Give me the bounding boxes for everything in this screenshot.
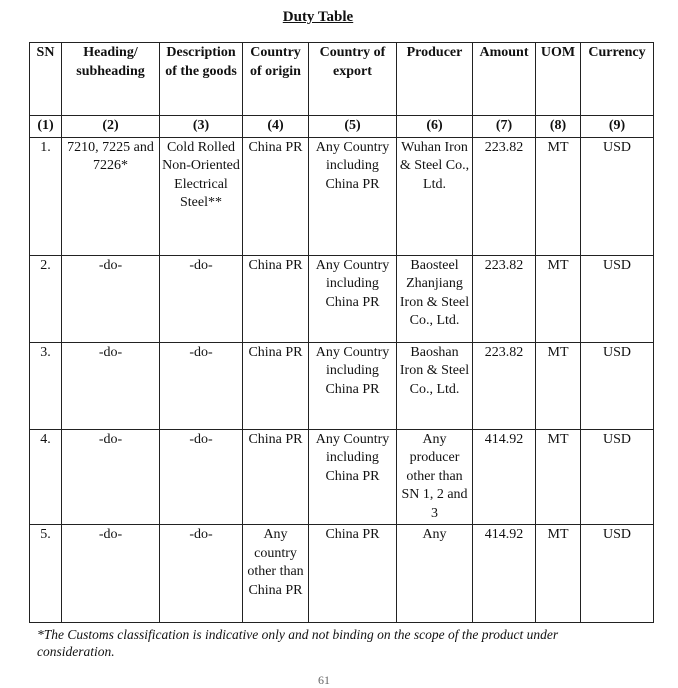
table-cell: China PR <box>243 342 309 429</box>
table-cell: 2. <box>30 255 62 342</box>
table-cell: Baosteel Zhanjiang Iron & Steel Co., Ltd. <box>397 255 473 342</box>
column-header: Heading/ subheading <box>62 43 160 116</box>
table-cell: MT <box>536 342 581 429</box>
table-cell: Any country other than China PR <box>243 525 309 623</box>
table-cell: USD <box>581 255 654 342</box>
page-number: 61 <box>318 673 330 687</box>
table-cell: 1. <box>30 137 62 255</box>
column-number: (3) <box>160 116 243 138</box>
table-cell: China PR <box>243 429 309 525</box>
column-number: (7) <box>473 116 536 138</box>
table-cell: Any producer other than SN 1, 2 and 3 <box>397 429 473 525</box>
table-cell: Any Country including China PR <box>309 342 397 429</box>
column-header: Country of export <box>309 43 397 116</box>
table-cell: Baoshan Iron & Steel Co., Ltd. <box>397 342 473 429</box>
table-cell: 5. <box>30 525 62 623</box>
table-cell: USD <box>581 525 654 623</box>
column-number: (1) <box>30 116 62 138</box>
table-cell: -do- <box>160 525 243 623</box>
column-number: (6) <box>397 116 473 138</box>
table-cell: -do- <box>62 429 160 525</box>
table-cell: 414.92 <box>473 525 536 623</box>
column-header: Producer <box>397 43 473 116</box>
table-cell: China PR <box>243 137 309 255</box>
table-cell: MT <box>536 525 581 623</box>
column-header: Description of the goods <box>160 43 243 116</box>
table-cell: USD <box>581 342 654 429</box>
column-number: (9) <box>581 116 654 138</box>
table-cell: -do- <box>160 429 243 525</box>
table-cell: Any Country including China PR <box>309 429 397 525</box>
column-number: (8) <box>536 116 581 138</box>
column-number: (5) <box>309 116 397 138</box>
table-cell: 3. <box>30 342 62 429</box>
column-header: Currency <box>581 43 654 116</box>
table-cell: China PR <box>309 525 397 623</box>
header-row <box>30 43 654 116</box>
table-cell: -do- <box>62 255 160 342</box>
table-cell: -do- <box>62 342 160 429</box>
column-header: Amount <box>473 43 536 116</box>
table-cell: USD <box>581 429 654 525</box>
table-row <box>30 525 654 623</box>
table-row <box>30 429 654 525</box>
table-cell: 7210, 7225 and 7226* <box>62 137 160 255</box>
table-row <box>30 342 654 429</box>
table-cell: China PR <box>243 255 309 342</box>
table-cell: -do- <box>62 525 160 623</box>
table-cell: -do- <box>160 255 243 342</box>
table-cell: 223.82 <box>473 342 536 429</box>
table-cell: MT <box>536 137 581 255</box>
column-header: SN <box>30 43 62 116</box>
duty-table <box>29 42 654 623</box>
table-row <box>30 255 654 342</box>
table-cell: 223.82 <box>473 255 536 342</box>
table-cell: MT <box>536 429 581 525</box>
table-cell: 223.82 <box>473 137 536 255</box>
page-title: Duty Table <box>282 9 354 25</box>
column-header: UOM <box>536 43 581 116</box>
column-header: Country of origin <box>243 43 309 116</box>
table-cell: Wuhan Iron & Steel Co., Ltd. <box>397 137 473 255</box>
table-row <box>30 137 654 255</box>
table-cell: Any <box>397 525 473 623</box>
table-cell: Any Country including China PR <box>309 137 397 255</box>
table-cell: Cold Rolled Non-Oriented Electrical Steel** <box>160 137 243 255</box>
table-cell: 4. <box>30 429 62 525</box>
table-cell: USD <box>581 137 654 255</box>
column-number-row <box>30 116 654 138</box>
table-cell: MT <box>536 255 581 342</box>
footnote: *The Customs classification is indicative only and not binding on the scope of the product under consideration. <box>37 627 559 659</box>
column-number: (2) <box>62 116 160 138</box>
table-cell: Any Country including China PR <box>309 255 397 342</box>
column-number: (4) <box>243 116 309 138</box>
table-cell: 414.92 <box>473 429 536 525</box>
table-cell: -do- <box>160 342 243 429</box>
